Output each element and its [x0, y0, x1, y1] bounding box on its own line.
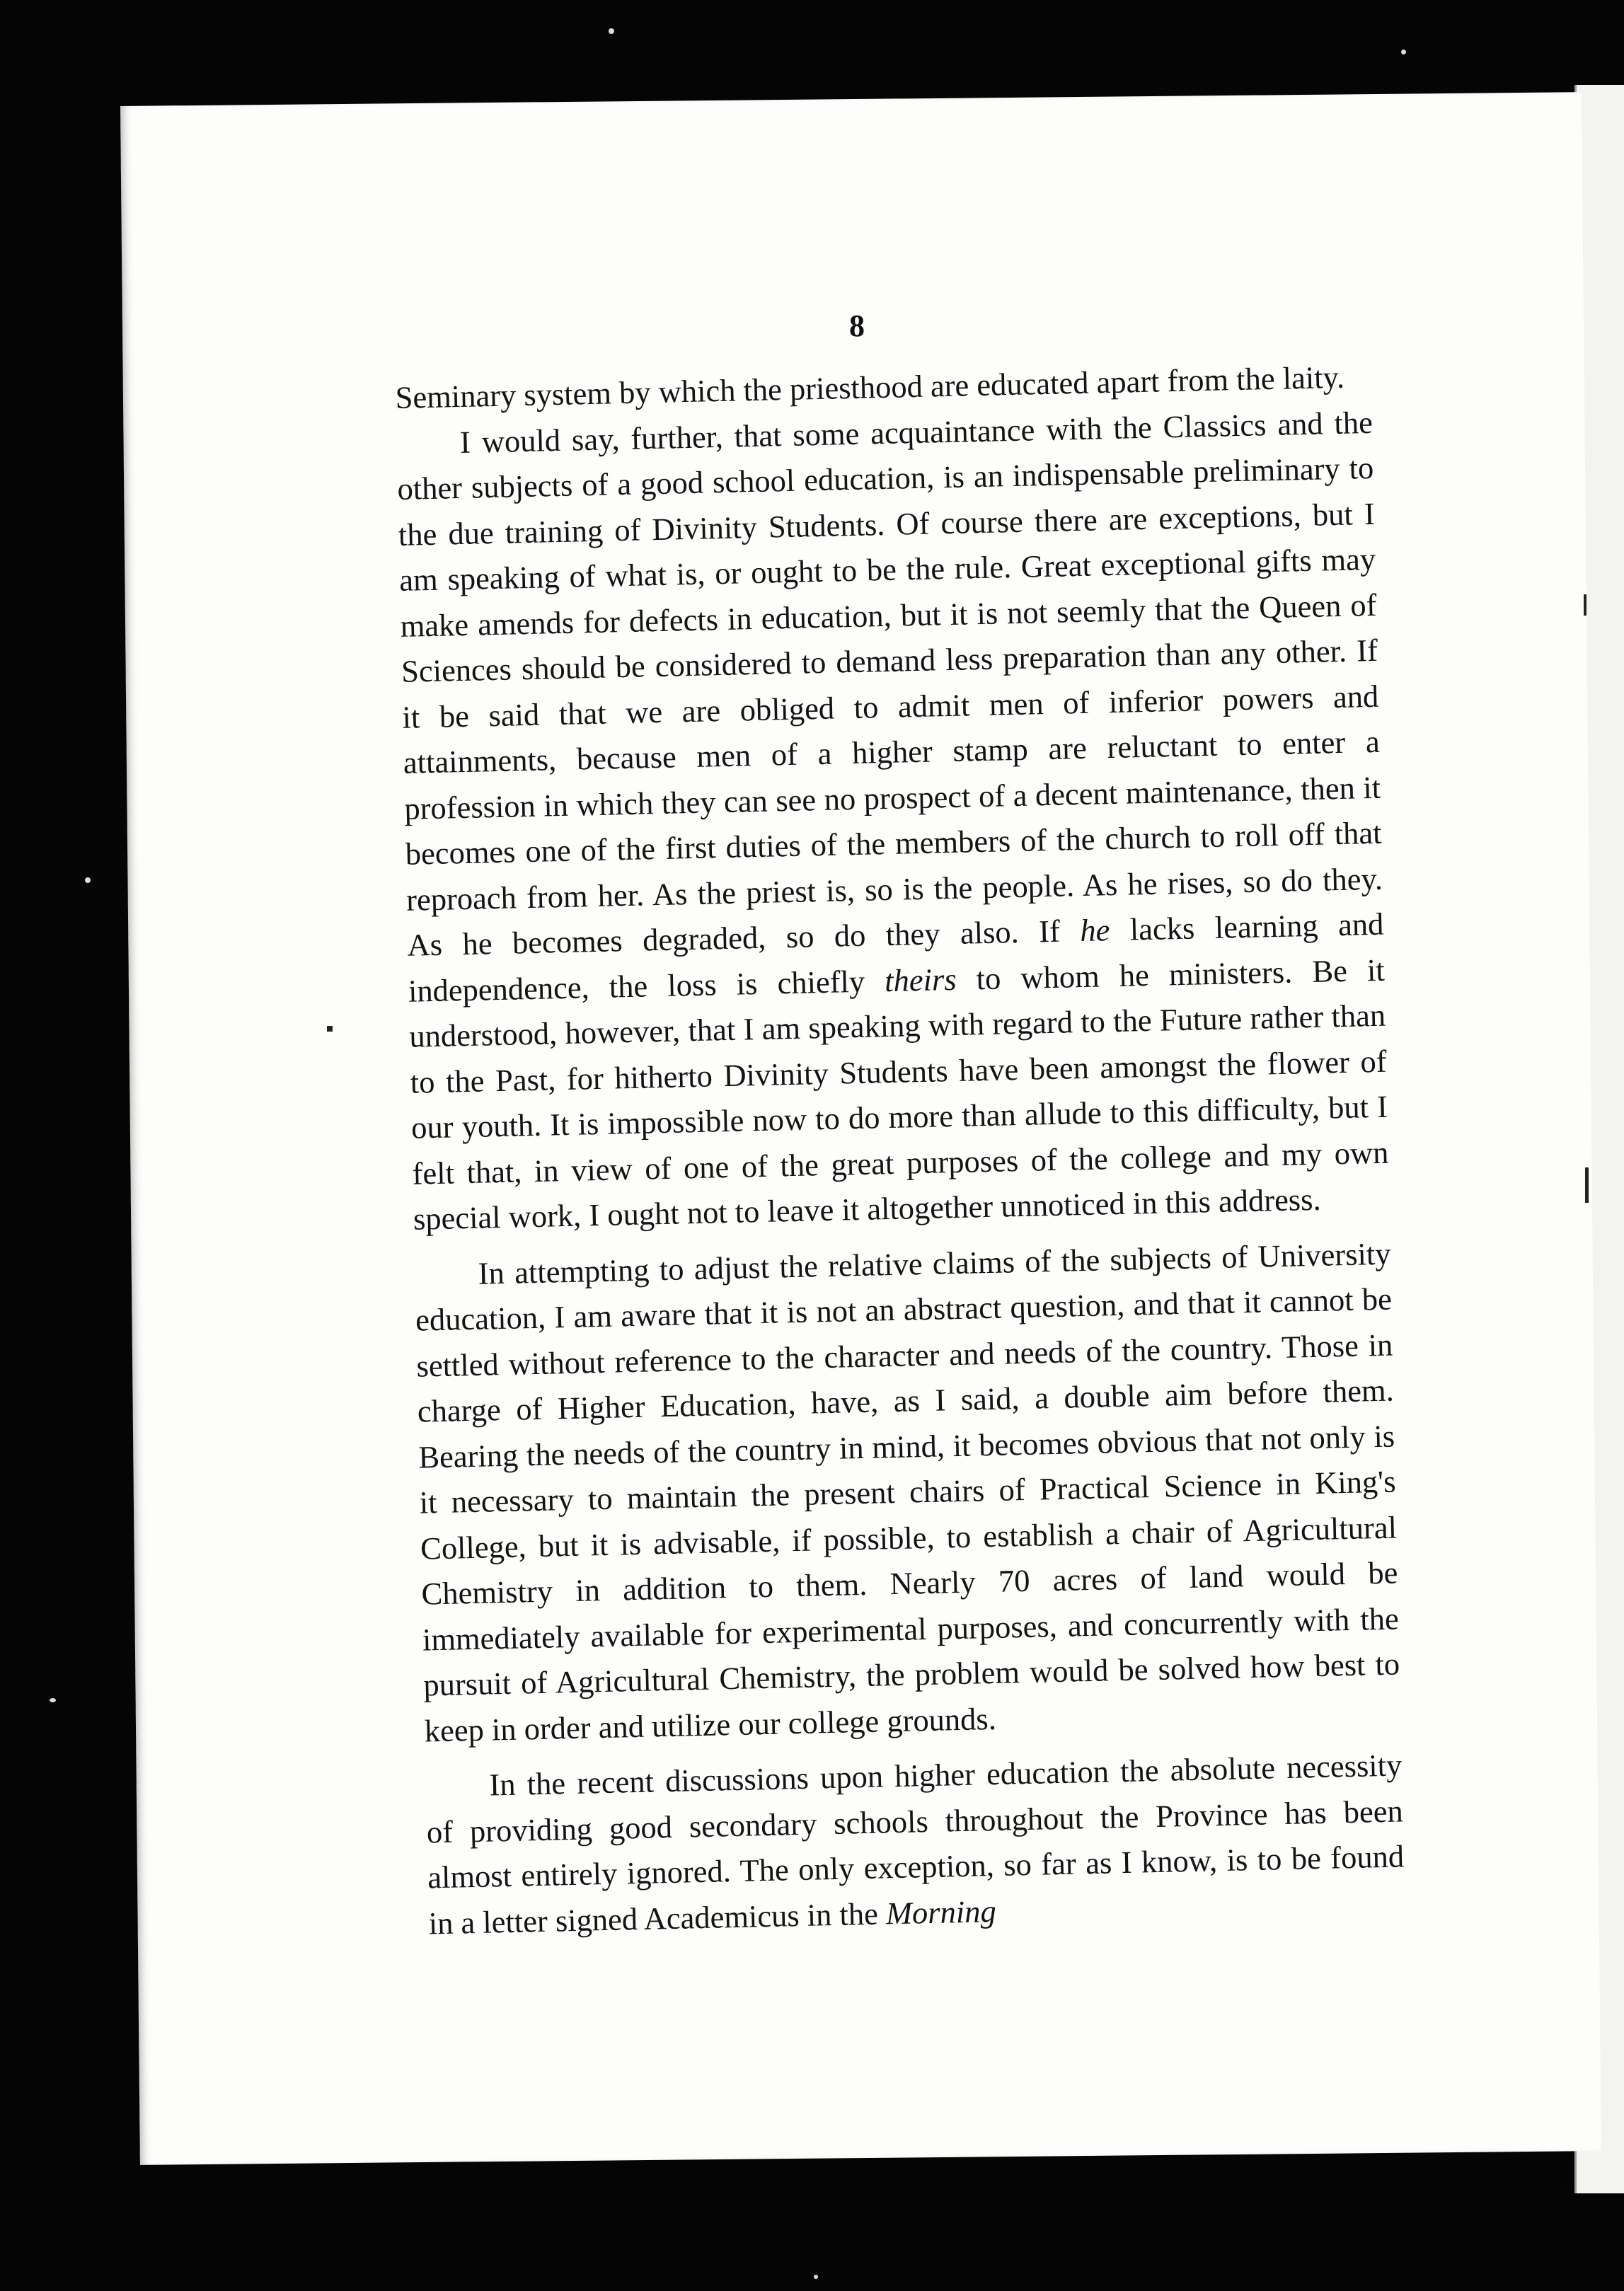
- dust-speck: [1401, 50, 1406, 54]
- paragraph-p4: [425, 1742, 1405, 1946]
- italic-word: theirs: [884, 961, 957, 998]
- dust-speck: [814, 2275, 818, 2279]
- paragraph-p3: In attempting to adjust the relative claims of the subjects of University education, I am aware that it is not an abstract question, and that it cannot be settled without reference to the character and needs of the country. Those in charge of Higher Education, have, as I said, a double aim before them. Bearing the needs of the country in mind, it becomes obvious that not only is it necessary to maintain the present chairs of Practical Science in King's College, but it is advisable, if possible, to establish a chair of Agricultural Chemistry in addition to them. Nearly 70 acres of land would be immediately available for experimental purposes, and concurrently with the pursuit of Agricultural Chemistry, the problem would be solved how best to keep in order and utilize our college grounds.: [415, 1235, 1400, 1749]
- text-run: to whom he ministers. Be it understood, however, that I am speaking with regard to the Future rather than to the Past, for hitherto Divinity Students have been amongst the flower of our youth. It is impossible now to do more than allude to this difficulty, but I felt that, in view of one of the great purposes of the college and my own special work, I ought not to leave it altogether unnoticed in this address.: [408, 952, 1389, 1237]
- italic-word: Morning: [885, 1893, 997, 1931]
- page-number: 8: [849, 308, 865, 343]
- margin-mark: [1585, 1167, 1589, 1203]
- italic-word: he: [1079, 912, 1110, 949]
- margin-mark: [1584, 594, 1586, 616]
- text-run: lacks learning and independence, the loss is chiefly: [408, 906, 1384, 1009]
- paragraph-p1: Seminary system by which the priesthood are educated apart from the laity.: [395, 359, 1345, 415]
- dust-speck: [85, 877, 91, 883]
- dust-speck: [50, 1698, 56, 1702]
- margin-mark: [327, 1026, 333, 1032]
- paragraph-p2: [396, 399, 1390, 1242]
- text-run: I would say, further, that some acquaintance with the Classics and the other subjects of a good school education, is an indispensable preliminary to the due training of Divinity Students. Of course there are exceptions, but I am speaking of what is, or ought to be the rule. Great exceptional gifts may make amends for defects in education, but it is not seemly that the Queen of Sciences should be considered to demand less preparation than any other. If it be said that we are obliged to admit men of inferior powers and attainments, because men of a higher stamp are reluctant to enter a profession in which they can see no prospect of a decent maintenance, then it becomes one of the first duties of the members of the church to roll off that reproach from her. As the priest is, so is the people. As he rises, so do they. As he becomes degraded, so do they also. If: [396, 404, 1383, 963]
- dust-speck: [609, 28, 614, 34]
- body-text: [395, 354, 1405, 1946]
- text-run: In the recent discussions upon higher education the absolute necessity of providing good secondary schools throughout the Province has been almost entirely ignored. The only exception, so far as I know, is to be found in a letter signed Academicus in the: [426, 1747, 1405, 1941]
